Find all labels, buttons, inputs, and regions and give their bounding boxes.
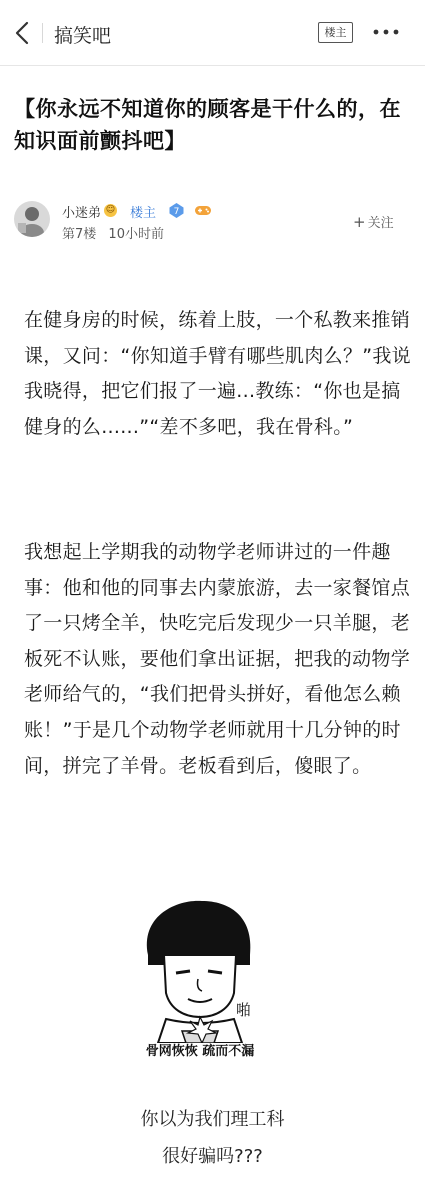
gamepad-icon bbox=[194, 204, 212, 217]
closing-line: 你以为我们理工科 bbox=[140, 1109, 285, 1130]
floor-time-info bbox=[62, 223, 164, 242]
diamond-level-icon bbox=[168, 202, 185, 219]
author-name[interactable]: 小迷弟 bbox=[62, 206, 102, 221]
post-paragraph: 我想起上学期我的动物学老师讲过的一件趣事：他和他的同事去内蒙旅游，去一家餐馆点了一只烤全羊，快吃完后发现少一只羊腿，老板死不认账，要他们拿出证据，把我的动物学老师给气的，“我们把骨头拼好，看他怎么赖账！”于是几个动物学老师就用十几分钟的时间，拼完了羊骨。老板看到后，傻眼了。 bbox=[24, 541, 411, 777]
back-chevron-icon[interactable] bbox=[10, 20, 36, 46]
op-tag: 楼主 bbox=[130, 206, 157, 221]
avatar[interactable] bbox=[14, 201, 50, 237]
floor-number: 第7楼 bbox=[62, 227, 97, 242]
closing-line: 很好骗吗??? bbox=[162, 1146, 263, 1167]
svg-text:7: 7 bbox=[173, 207, 180, 217]
plus-icon: + bbox=[353, 213, 366, 231]
follow-label: 关注 bbox=[367, 216, 394, 231]
follow-button[interactable] bbox=[353, 212, 394, 231]
smile-badge-icon: ☺ bbox=[105, 205, 116, 215]
sound-effect-text: 啪 bbox=[236, 1001, 252, 1019]
more-dots-icon[interactable] bbox=[372, 22, 400, 42]
post-title: 【你永远不知道你的顾客是干什么的，在知识面前颤抖吧】 bbox=[14, 97, 401, 153]
header-divider bbox=[42, 23, 43, 43]
forum-name[interactable]: 搞笑吧 bbox=[54, 25, 112, 47]
meme-caption: 骨网恢恢 疏而不漏 bbox=[145, 1044, 255, 1059]
top-bar bbox=[0, 0, 425, 66]
op-only-button[interactable]: 楼主 bbox=[318, 22, 353, 43]
post-time: 10小时前 bbox=[108, 227, 164, 242]
post-paragraph: 在健身房的时候，练着上肢，一个私教来推销课，又问：“你知道手臂有哪些肌肉么？”我说我晓得，把它们报了一遍...教练：“你也是搞健身的么......”“差不多吧，我在骨科。” bbox=[24, 309, 411, 438]
